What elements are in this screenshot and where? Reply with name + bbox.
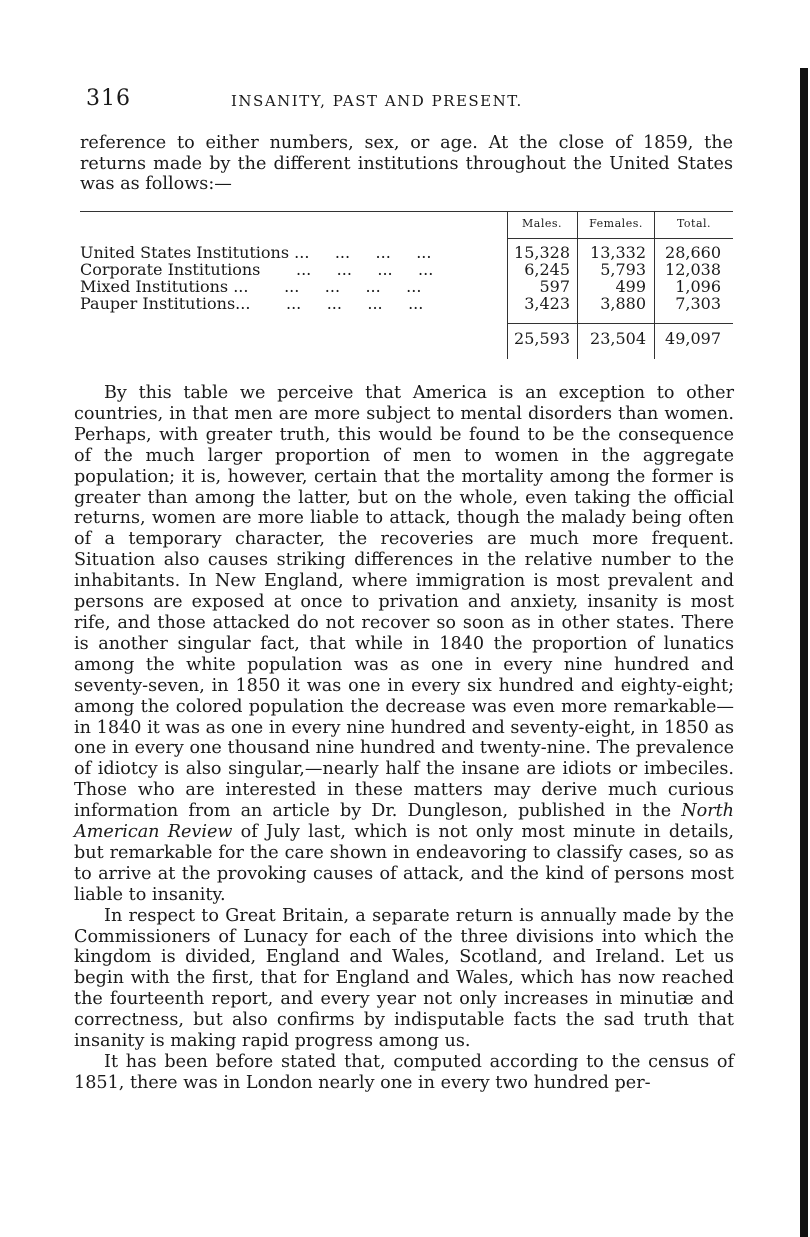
cell-total: 7,303	[675, 294, 721, 313]
cell-males: 6,245	[524, 260, 570, 279]
cell-males: 3,423	[524, 294, 570, 313]
cell-total: 1,096	[675, 277, 721, 296]
cell-females: 13,332	[590, 243, 646, 262]
cell-males: 597	[539, 277, 570, 296]
paragraph: In respect to Great Britain, a separate return is annually made by the Commissioners of Lunacy for each of the three divisions into which the kingdom is divided, England and Wales, Scotland, and Ireland. Let us begin with the first, that for England and Wales, which has now reached the fourteenth report, and every year not only increases in minutiæ and correctness, but also confirms by indisputable facts the sad truth that insanity is making rapid progress among us.	[74, 905, 734, 1052]
column-header-females: Females.	[589, 217, 643, 230]
table-row-label: Mixed Institutions ... ... ... ... ...	[80, 277, 422, 296]
sum-rule	[507, 323, 733, 324]
cell-females: 3,880	[600, 294, 646, 313]
journal-title: North American Review	[74, 801, 735, 843]
cell-females: 5,793	[600, 260, 646, 279]
column-header-males: Males.	[522, 217, 562, 230]
table-row-label: Corporate Institutions ... ... ... ...	[80, 260, 434, 279]
intro-paragraph: reference to either numbers, sex, or age. At the close of 1859, the returns made by the different institutions throughout the United States was as follows:—	[80, 133, 733, 195]
table-row-label: Pauper Institutions... ... ... ... ...	[80, 294, 424, 313]
page-header	[86, 86, 746, 116]
page-number: 316	[86, 86, 131, 111]
paragraph: It has been before stated that, computed according to the census of 1851, there was in London nearly one in every two hundred per-	[74, 1052, 734, 1093]
paragraph-text: of July last, which is not only most minute in details, but remarkable for the care shown in endeavoring to classify cases, so as to arrive at the provoking causes of attack, and the kind of persons most liable to insanity.	[74, 822, 734, 905]
total-males: 25,593	[514, 329, 570, 348]
cell-total: 12,038	[665, 260, 721, 279]
table-row-label: United States Institutions ... ... ... ...	[80, 243, 432, 262]
running-title: INSANITY, PAST AND PRESENT.	[231, 92, 523, 110]
statistics-table	[80, 211, 733, 361]
cell-males: 15,328	[514, 243, 570, 262]
body-text	[74, 383, 734, 1094]
paragraph-text: By this table we perceive that America is an exception to other countries, in that men are more subject to mental disorders than women. Perhaps, with greater truth, this would be found to be the consequence of the much larger proportion of men to women in the aggregate population; it is, however, certain that the mortality among the former is greater than among the latter, but on the whole, even taking the official returns, women are more liable to attack, though the malady being often of a temporary character, the recoveries are much more frequent. Situation also causes striking differences in the relative number to the inhabitants. In New England, where immigration is most prevalent and persons are exposed at once to privation and anxiety, insanity is most rife, and those attacked do not recover so soon as in other states. There is another singular fact, that while in 1840 the proportion of lunatics among the white population was as one in every nine hundred and seventy-seven, in 1850 it was one in every six hundred and eighty-eight; among the colored population the decrease was even more remarkable—in 1840 it was as one in every nine hundred and seventy-eight, in 1850 as one in every one thousand nine hundred and twenty-nine. The prevalence of idiotcy is also singular,—nearly half the insane are idiots or imbeciles. Those who are interested in these matters may derive much curious information from an article by Dr. Dungleson, published in the	[74, 383, 734, 822]
total-females: 23,504	[590, 329, 646, 348]
cell-females: 499	[615, 277, 646, 296]
total-total: 49,097	[665, 329, 721, 348]
cell-total: 28,660	[665, 243, 721, 262]
paragraph	[74, 383, 734, 906]
table-top-rule	[80, 211, 733, 212]
page-edge-bar	[800, 68, 808, 1237]
header-rule	[507, 238, 733, 239]
column-header-total: Total.	[676, 217, 712, 230]
